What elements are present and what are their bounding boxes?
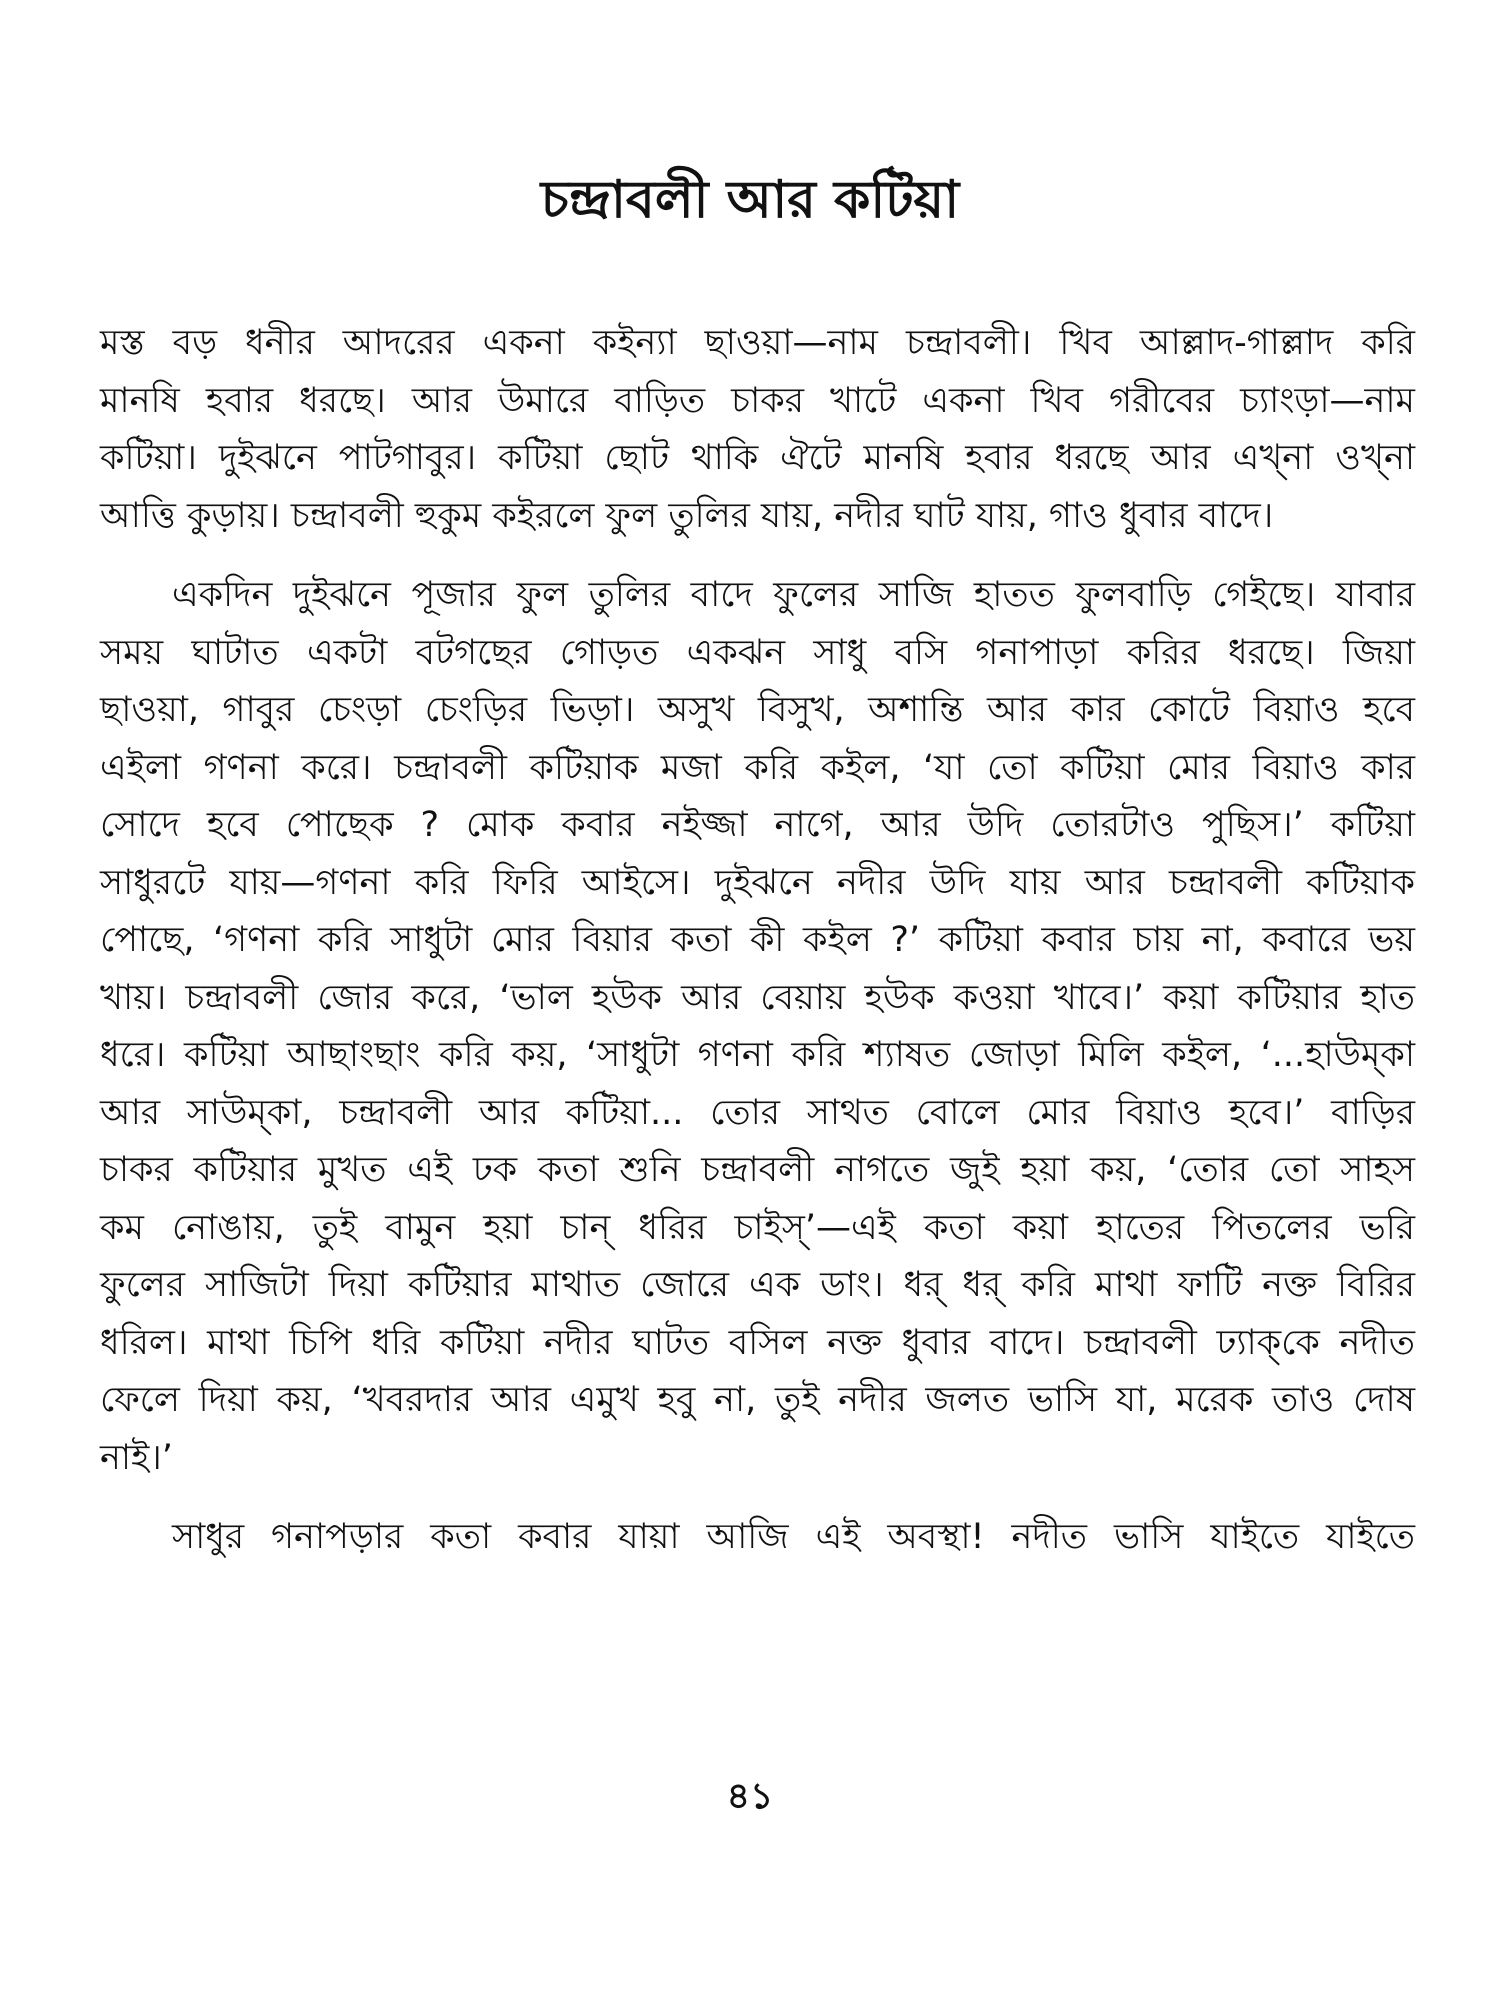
text-line: ফেলে দিয়া কয়, ‘খবরদার আর এমুখ হবু না, তুই নদীর জলত ভাসি যা, মরেক তাও দোষ	[100, 1380, 1415, 1420]
text-line: মানষি হবার ধরছে। আর উমারে বাড়িত চাকর খাটে একনা খিব গরীবের চ্যাংড়া—নাম	[100, 380, 1415, 421]
paragraph-3	[100, 1509, 1415, 1567]
text-line: একদিন দুইঝনে পূজার ফুল তুলির বাদে ফুলের সাজি হাতত ফুলবাড়ি গেইছে। যাবার	[172, 575, 1415, 615]
page-title: চন্দ্রাবলী আর কটিয়া	[540, 170, 960, 230]
text-line: খায়। চন্দ্রাবলী জোর করে, ‘ভাল হউক আর বেয়ায় হউক কওয়া খাবে।’ কয়া কটিয়ার হাত	[100, 977, 1415, 1018]
text-line: কটিয়া। দুইঝনে পাটগাবুর। কটিয়া ছোট থাকি ঐটে মানষি হবার ধরছে আর এখ্‌না ওখ্‌না	[100, 438, 1415, 478]
text-line: চাকর কটিয়ার মুখত এই ঢক কতা শুনি চন্দ্রাবলী নাগতে জুই হয়া কয়, ‘তোর তো সাহস	[100, 1150, 1415, 1190]
text-line: ধরিল। মাথা চিপি ধরি কটিয়া নদীর ঘাটত বসিল নক্ত ধুবার বাদে। চন্দ্রাবলী ঢ্যাক্‌কে নদীত	[100, 1322, 1415, 1363]
page-number: ৪১	[726, 1776, 774, 1817]
text-line: সাধুর গনাপড়ার কতা কবার যায়া আজি এই অবস্থা! নদীত ভাসি যাইতে যাইতে	[172, 1517, 1415, 1557]
text-line: কম নোঙায়, তুই বামুন হয়া চান্ ধরির চাইস্’—এই কতা কয়া হাতের পিতলের ভরি	[100, 1207, 1415, 1248]
text-line: ধরে। কটিয়া আছাংছাং করি কয়, ‘সাধুটা গণনা করি শ্যাষত জোড়া মিলি কইল, ‘...হাউম্‌কা	[100, 1035, 1415, 1075]
text-line: এইলা গণনা করে। চন্দ্রাবলী কটিয়াক মজা করি কইল, ‘যা তো কটিয়া মোর বিয়াও কার	[100, 747, 1415, 788]
text-line: সাধুরটে যায়—গণনা করি ফিরি আইসে। দুইঝনে নদীর উদি যায় আর চন্দ্রাবলী কটিয়াক	[100, 862, 1415, 903]
paragraph-1	[100, 315, 1415, 545]
text-line: ফুলের সাজিটা দিয়া কটিয়ার মাথাত জোরে এক ডাং। ধর্ ধর্ করি মাথা ফাটি নক্ত বিরির	[100, 1265, 1415, 1305]
text-line: নাই।’	[100, 1437, 173, 1478]
text-line: সোদে হবে পোছেক ? মোক কবার নইজ্জা নাগে, আর উদি তোরটাও পুছিস।’ কটিয়া	[100, 805, 1415, 845]
text-line: পোছে, ‘গণনা করি সাধুটা মোর বিয়ার কতা কী কইল ?’ কটিয়া কবার চায় না, কবারে ভয়	[100, 920, 1415, 960]
paragraph-2	[100, 567, 1415, 1487]
text-line: মস্ত বড় ধনীর আদরের একনা কইন্যা ছাওয়া—নাম চন্দ্রাবলী। খিব আল্লাদ-গাল্লাদ করি	[100, 323, 1415, 363]
text-line: সময় ঘাটাত একটা বটগছের গোড়ত একঝন সাধু বসি গনাপাড়া করির ধরছে। জিয়া	[100, 632, 1415, 673]
text-line: আত্তি কুড়ায়। চন্দ্রাবলী হুকুম কইরলে ফুল তুলির যায়, নদীর ঘাট যায়, গাও ধুবার বাদে।	[100, 495, 1274, 536]
story-body	[100, 315, 1415, 1567]
text-line: ছাওয়া, গাবুর চেংড়া চেংড়ির ভিড়া। অসুখ বিসুখ, অশান্তি আর কার কোটে বিয়াও হবে	[100, 690, 1415, 730]
text-line: আর সাউম্‌কা, চন্দ্রাবলী আর কটিয়া... তোর সাথত বোলে মোর বিয়াও হবে।’ বাড়ির	[100, 1092, 1415, 1133]
